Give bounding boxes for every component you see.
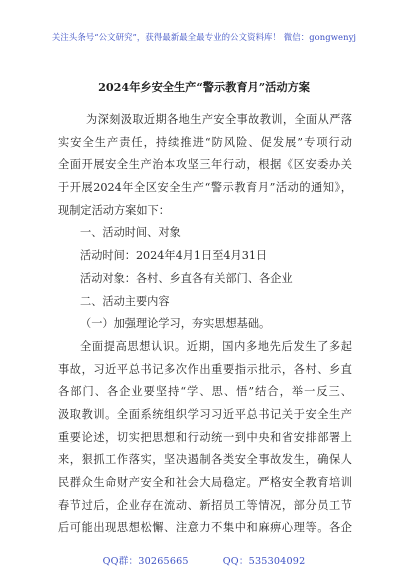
activity-time: 活动时间：2024年4月1日至4月31日 [80, 249, 268, 263]
paragraph-line: 事故，习近平总书记多次作出重要指示批示，各村、乡直 [58, 362, 352, 376]
paragraph-line: 全面提高思想认识。近期，国内多地先后发生了多起 [80, 339, 352, 353]
section-heading: 二、活动主要内容 [80, 294, 170, 308]
paragraph-line: 于开展2024年全区安全生产“警示教育月”活动的通知》， [58, 181, 352, 195]
paragraph-line: 为深刻汲取近期各地生产安全事故教训，全面从严落 [86, 113, 352, 126]
paragraph-line: 汲取教训。全面系统组织学习习近平总书记关于安全生产 [58, 407, 352, 421]
paragraph-line: 春节过后，企业存在流动、新招员工等情况，部分员工节 [58, 498, 352, 512]
paragraph-line: 来，狠抓工作落实，坚决遏制各类安全事故发生，确保人 [58, 453, 352, 467]
paragraph-line: 全面开展安全生产治本攻坚三年行动，根据《区安委办关 [58, 158, 352, 172]
header-banner: 关注头条号“公文研究”，获得最新最全最专业的公文资料库！ 微信：gongwenyj [51, 32, 357, 42]
document-body [58, 109, 352, 540]
paragraph-line: 实安全生产责任，持续推进“防风险、促发展”专项行动 [58, 135, 352, 149]
section-heading: 一、活动时间、对象 [80, 226, 181, 240]
paragraph-line: 重要论述，切实把思想和行动统一到中央和省安排部署上 [58, 430, 352, 444]
footer-contact [0, 553, 408, 567]
paragraph-line: 现制定活动方案如下： [58, 203, 170, 217]
paragraph-line: 后可能出现思想松懈、注意力不集中和麻痹心理等。各企 [58, 521, 352, 535]
qq-number: QQ：535304092 [222, 556, 306, 567]
subsection-heading: （一）加强理论学习，夯实思想基础。 [80, 317, 271, 331]
paragraph-line: 各部门、各企业要坚持“学、思、悟”结合，举一反三、 [58, 385, 352, 399]
activity-target: 活动对象：各村、乡直各有关部门、各企业 [80, 271, 293, 285]
paragraph-line: 民群众生命财产安全和社会大局稳定。严格安全教育培训 [58, 476, 352, 489]
qq-group-number: QQ群：30265665 [102, 556, 189, 567]
document-title: 2024年乡安全生产“警示教育月”活动方案 [98, 80, 310, 94]
